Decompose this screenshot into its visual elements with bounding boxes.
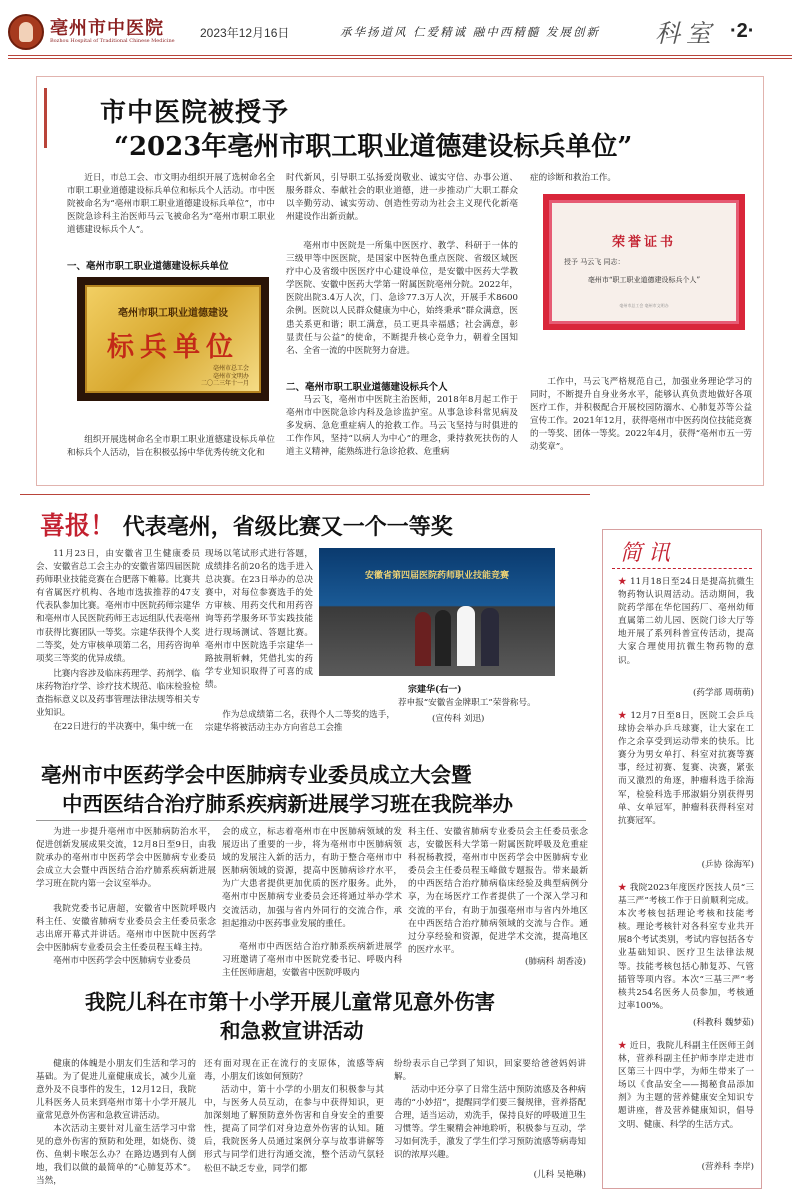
sidebar-item-2 xyxy=(618,710,754,828)
sidebar-item-text: 近日，我院儿科副主任医师王剑林，营养科副主任护师李岸走进市区第三十四中学，为师生带来了一场以《食品安全——揭秘食品添加剂》为主题的营养健康安全知识专题讲座，普及营养健康知识，倡导文明、健康、科学的生活方式。 xyxy=(618,1041,754,1130)
sidebar-item-signature: (营养科 李岸) xyxy=(701,1162,754,1172)
sidebar-title-rule xyxy=(612,568,752,569)
article3-col1-p2: 我院党委书记唐超，安徽省中医院呼吸内科主任、安徽省肺病专业委员会主任委员张念志出席开幕式并讲话。亳州市中医院中医药学会中医肺病专业委员会主任委员程玉峰主持。 xyxy=(36,904,216,954)
article3-col1-p3: 亳州市中医药学会中医肺病专业委员 xyxy=(53,956,191,966)
article4-col2-p1: 还有面对现在正在流行的支原体，流感等病毒，小朋友们该如何预防？ xyxy=(204,1059,384,1083)
article2-col1-p2: 比赛内容涉及临床药理学、药剂学、临床药物治疗学、诊疗技术规范、临床检验检查指标意义以及药事管理法律法规等相关专业知识。 xyxy=(36,669,200,719)
sidebar-item-signature: (乒协 徐海军) xyxy=(701,860,754,870)
article1-title-line1: 市中医院被授予 xyxy=(100,98,290,128)
page-number: ·2· xyxy=(730,20,755,42)
article2-top-rule xyxy=(20,494,590,495)
article3-col2-p1: 会的成立，标志着亳州市在中医肺病领域的发展迈出了重要的一步，将为亳州市中医肺病领域的发展注入新的活力，有助于整合亳州市中医肺病领域的资源，提高中医肺病诊疗水平，为广大患者提供更加优质的医疗服务。此外，亳州市中医肺病专业委员会还将通过举办学术交流活动，加强与省内外同行的交流合作，承担起推动中医药事业发展的重任。 xyxy=(222,827,402,929)
article2-col2-p2: 作为总成绩第二名，获得个人二等奖的选手，宗建华将被活动主办方向省总工会推 xyxy=(205,710,395,734)
article4-col3-p1: 纷纷表示自己学到了知识，回家要给爸爸妈妈讲解。 xyxy=(394,1059,586,1083)
certificate-body: 亳州市“职工职业道德建设标兵个人” xyxy=(587,276,701,284)
star-icon: ★ xyxy=(618,577,631,587)
section-title: 科室 xyxy=(655,19,718,48)
article3-col1-p1: 为进一步提升亳州市中医肺病防治水平，促进创新发展成果交流，12月8日至9日，由我院承办的亳州市中医药学会中医肺病专业委员会成立大会暨中西医结合治疗肺系疾病新进展学习班在院内第一会议室举办。 xyxy=(36,827,216,890)
article4-col3-p2: 活动中还分享了日常生活中预防流感及各种病毒的“小妙招”，提醒同学们要三餐规律，营养搭配合理，适当运动，劝洗手，保持良好的呼吸道卫生习惯等。学生聚精会神地聆听，积极参与互动，学习如何洗手，激发了学生们学习预防流感等病毒知识的浓厚兴趣。 xyxy=(394,1085,586,1161)
sidebar-item-text: 我院2023年度医疗医技人员“三基三严”考核工作于日前顺利完成。本次考核包括理论考核和技能考核。理论考核针对各科室专业共开展8个考试类别，考试内容包括各专业基础知识、医疗卫生法律法规等。技能考核包括心肺复苏、气管插管等项内容。本次“三基三严”考核共254名医务人员参加，考核通过率100%。 xyxy=(618,883,755,1011)
article2-title-main: 代表亳州，省级比赛又一个一等奖 xyxy=(122,514,453,540)
article2-col1-p3: 在22日进行的半决赛中，集中统一在 xyxy=(53,722,194,732)
article3-rule xyxy=(36,820,586,821)
sidebar-item-4 xyxy=(618,1040,754,1132)
plaque-title: 亳州市职工职业道德建设 xyxy=(118,308,228,319)
article1-col2-p3: 马云飞，亳州市中医院主治医师，2018年8月起工作于亳州市中医院急诊内科及急诊监护室。从事急诊科常见病及多发病、急危重症病人的抢救工作。马云飞坚持与时俱进的工作作风，坚持“以病人为中心”的理念，秉持救死扶伤的人道主义精神，能熟练进行急诊抢救、危重病 xyxy=(286,395,518,458)
article1-col2-p2: 亳州市中医院是一所集中医医疗、教学、科研于一体的三级甲等中医医院，是国家中医特色重点医院、省级区域医疗中心及省级中医医疗中心建设单位，是安徽中医药大学教学医院、安徽中医药大学第一附属医院亳州分院。2022年，医院出院3.4万人次，门、急诊77.3万人次，开展手术8600余例。医院以人民群众健康为中心，始终秉承“群众满意，医患关系更和谐；职工满意，员工更具幸福感；社会满意，彰显责任与公益”的使命，不断提升核心竞争力，朝着全国知名、全省一流的中医院努力奋进。 xyxy=(286,241,518,356)
header-rule xyxy=(8,55,792,56)
article1-col3-p1: 症的诊断和救治工作。 xyxy=(530,173,616,183)
plaque-main-text: 标兵单位 xyxy=(107,332,239,363)
article3-col3-p1: 科主任、安徽省肺病专业委员会主任委员张念志，安徽医科大学第一附属医院呼吸及危重症科祝杨教授，亳州市中医药学会中医肺病专业委员会主任委员程玉峰做专题报告。带来最新的中西医结合治疗肺病临床经验及典型病例分享，为在场医疗工作者提供了一个深入学习和交流的平台，有助于加强亳州市与省内外地区在中西医结合治疗肺病领域的交流与合作。通过分享经验和资源，促进学术交流，提高地区的医疗水平。 xyxy=(408,827,588,955)
star-icon: ★ xyxy=(618,711,631,721)
article2-col2-p1: 现场以笔试形式进行答题，成绩排名前20名的选手进入总决赛。在23日举办的总决赛中，对每位参赛选手的处方审核、用药交代和用药咨询等药学服务环节实践技能进行现场测试、答题比赛。亳州市中医院选手宗建华一路披荆斩棘，凭借扎实的药学专业知识取得了可喜的成绩。 xyxy=(205,549,313,690)
sidebar-item-signature: (科教科 魏梦茹) xyxy=(693,1018,754,1028)
article2-signature: (宣传科 刘迅) xyxy=(432,714,485,724)
article2-title xyxy=(40,506,453,542)
article4-signature: (儿科 吴艳琳) xyxy=(533,1170,586,1180)
article1-title-line2: “2023年亳州市职工职业道德建设标兵单位” xyxy=(114,132,633,162)
certificate-title: 荣誉证书 xyxy=(611,235,676,250)
photo-caption: 宗建华(右一) xyxy=(408,685,462,695)
article4-title-line2: 和急救宣讲活动 xyxy=(220,1019,364,1043)
paper-name: 亳州市中医院 xyxy=(50,18,164,39)
article1-subhead2: 二、亳州市职工职业道德建设标兵个人 xyxy=(286,382,448,393)
sidebar-item-text: 12月7日至8日，医院工会乒乓球协会举办乒乓球赛，让大家在工作之余享受到运动带来的快乐。比赛分为男女单打、科室对抗赛等赛事，经过初赛、复赛、决赛，紧张而又激烈的角逐，肿瘤科选手徐海军，检验科选手邢淑娟分别获得男单、女单冠军，肿瘤科获得科室对抗赛冠军。 xyxy=(618,711,755,826)
article4-col1-p1: 健康的体魄是小朋友们生活和学习的基础。为了促进儿童健康成长，减少儿童意外及不良事件的发生，12月12日，我院儿科医务人员来到亳州市第十小学开展儿童常见意外伤害和急救宣讲活动。 xyxy=(36,1059,196,1122)
article4-col1-p2: 本次活动主要针对儿童生活学习中常见的意外伤害的预防和处理，如烧伤、烫伤、鱼刺卡喉怎么办？在路边遇到有人倒地，我们以做的最简单的“心肺复苏术”。当然， xyxy=(36,1124,196,1187)
article1-col1-p2: 组织开展选树命名全市职工职业道德建设标兵单位和标兵个人活动，旨在积极弘扬中华优秀传统文化和 xyxy=(67,435,275,459)
award-ceremony-photo xyxy=(319,548,555,676)
article1-col3-p2: 工作中，马云飞严格规范自己，加强业务理论学习的同时，不断提升自身业务水平，能够认真负责地做好各项医疗工作，并积极配合开展校园防溺水、心肺复苏等公益宣传工作。2021年12月，获得亳州市中医药岗位技能竞赛的一等奖、团体一等奖。2022年4月，获得“亳州市五一劳动奖章”。 xyxy=(530,377,752,453)
sidebar-item-1 xyxy=(618,576,754,668)
plaque-issuer: 亳州市总工会 亳州市文明办 二〇二三年十一月 xyxy=(200,365,249,387)
article1-tab-mark xyxy=(44,88,47,148)
hospital-logo xyxy=(8,14,44,50)
sidebar-item-3 xyxy=(618,882,754,1013)
article3-signature: (肺病科 胡香凌) xyxy=(525,957,586,967)
sidebar-item-text: 11月18日至24日是提高抗微生物药物认识周活动。活动期间，我院药学部在华佗国药厂、亳州幼师直属第二幼儿园、医院门诊大厅等地开展了系列科普宣传活动，提高大家合理使用抗微生物药物的意识。 xyxy=(618,577,754,666)
star-icon: ★ xyxy=(618,883,630,893)
article4-title-line1: 我院儿科在市第十小学开展儿童常见意外伤害 xyxy=(85,990,495,1014)
article2-col1-p1: 11月23日，由安徽省卫生健康委员会、安徽省总工会主办的安徽省第四届医院药师职业技能竞赛在合肥落下帷幕。比赛共有省属医疗机构、各地市选拔推荐的47支代表队参加比赛。亳州市中医院药师宗建华和亳州市人民医院药师王志远组队代表亳州市获得比赛团队一等奖。宗建华获得个人奖二等奖，处方审核单项第二名，用药咨询单项奖三等奖的优异成绩。 xyxy=(36,549,200,664)
article4-col2-p2: 活动中，第十小学的小朋友们积极参与其中，与医务人员互动，在参与中获得知识，更加深刻地了解预防意外伤害和自身安全的重要性，提高了同学们对身边意外伤害的认知。随后，我院医务人员通过案例分享与故事讲解等形式与同学们进行沟通交流，整个活动气氛轻松但不缺乏专业，同学们都 xyxy=(204,1085,384,1174)
certificate-recipient: 授予 马云飞 同志： xyxy=(564,258,625,266)
article1-subhead1: 一、亳州市职工职业道德建设标兵单位 xyxy=(67,261,229,272)
article2-title-lead: 喜报！ xyxy=(40,511,116,540)
award-plaque-photo xyxy=(77,277,269,401)
article3-title-line2: 中西医结合治疗肺系疾病新进展学习班在我院举办 xyxy=(62,792,513,816)
certificate-issuer: 亳州市总工会 亳州市文明办 xyxy=(619,303,669,308)
sidebar-item-signature: (药学部 周萌萌) xyxy=(693,688,754,698)
issue-date: 2023年12月16日 xyxy=(200,26,290,40)
article2-closing-line: 荐申报“安徽省金牌职工”荣誉称号。 xyxy=(398,698,536,708)
slogan: 承华扬道风 仁爱精诚 融中西精髓 发展创新 xyxy=(340,25,600,39)
article3-col2-p2: 亳州市中西医结合治疗肺系疾病新进展学习班邀请了亳州市中医院党委书记、呼吸内科主任医师唐超，安徽省中医院呼吸内 xyxy=(222,942,402,979)
honor-certificate-photo xyxy=(543,194,745,330)
star-icon: ★ xyxy=(618,1041,630,1051)
masthead xyxy=(0,0,800,62)
photo-banner: 安徽省第四届医院药师职业技能竞赛 xyxy=(364,571,509,581)
sidebar-title: 简讯 xyxy=(620,541,677,566)
paper-name-en: Bozhou Hospital of Traditional Chinese Medicine xyxy=(50,38,175,44)
article1-col2-p1: 时代新风，引导职工弘扬爱岗敬业、诚实守信、办事公道、服务群众、奉献社会的职业道德，进一步推动广大职工群众以辛勤劳动、诚实劳动、创造性劳动为社会主义现代化新亳州建设作出新贡献。 xyxy=(286,173,518,223)
header-rule-2 xyxy=(8,58,792,59)
article3-title-line1: 亳州市中医药学会中医肺病专业委员成立大会暨 xyxy=(41,763,472,787)
article1-col1-p1: 近日，市总工会、市文明办组织开展了选树命名全市职工职业道德建设标兵单位和标兵个人活动。市中医院被命名为“亳州市职工职业道德建设标兵单位”，市中医院急诊科主治医师马云飞被命名为“亳州市职工职业道德建设标兵个人”。 xyxy=(67,173,275,236)
